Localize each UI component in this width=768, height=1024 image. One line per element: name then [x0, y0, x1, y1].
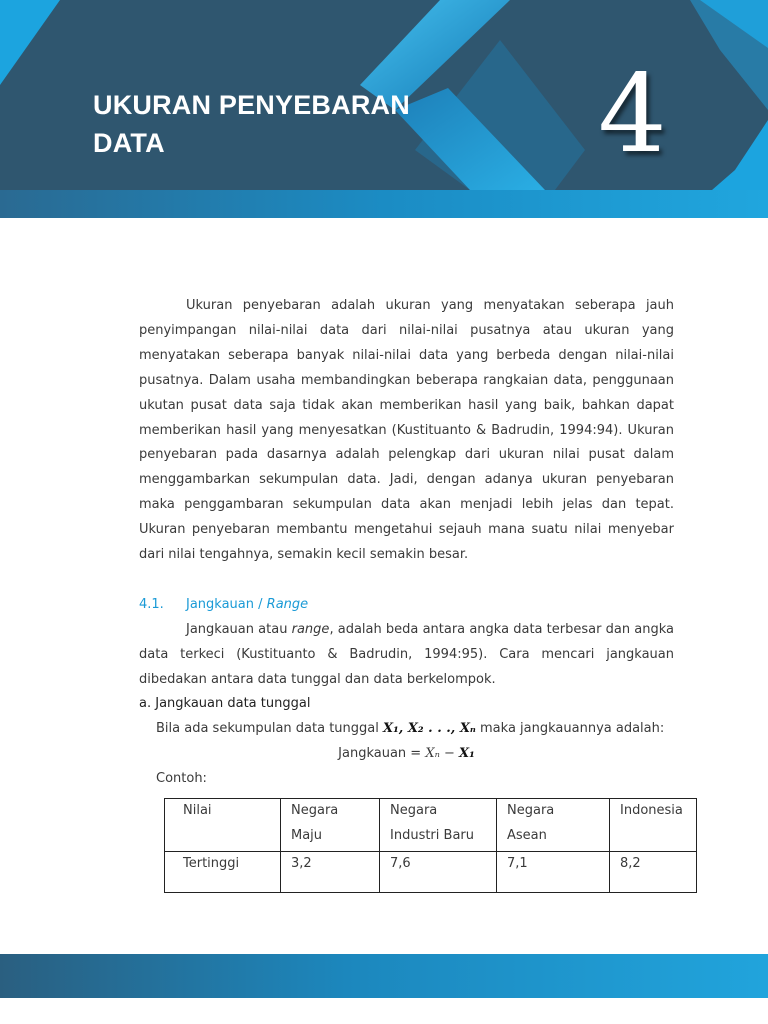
header-text: Negara — [291, 803, 339, 818]
subsection-intro-after: maka jangkauannya adalah: — [475, 721, 665, 737]
range-formula — [139, 742, 674, 767]
footer-band — [0, 954, 768, 998]
chapter-title-line1: UKURAN PENYEBARAN — [93, 90, 410, 120]
table-header-cell — [380, 799, 497, 852]
table-header-cell — [497, 799, 610, 852]
header-text: Industri Baru — [390, 827, 474, 843]
table-header-row — [165, 799, 697, 852]
section-heading — [139, 593, 674, 618]
formula-label: Jangkauan = — [338, 746, 426, 762]
page-body — [139, 294, 674, 792]
section-para-start: Jangkauan atau — [186, 621, 292, 637]
table-header-cell — [281, 799, 380, 852]
chapter-title — [93, 86, 473, 162]
subsection-intro-before: Bila ada sekumpulan data tunggal — [156, 721, 384, 737]
subsection-heading: a. Jangkauan data tunggal — [139, 696, 311, 712]
header-text: Maju — [291, 827, 323, 843]
table-cell: Tertinggi — [165, 852, 281, 893]
table-cell: 7,1 — [497, 852, 610, 893]
formula-xn: Xₙ − — [425, 746, 460, 762]
header-text: Nilai — [183, 803, 212, 818]
section-title: Jangkauan / — [186, 596, 267, 612]
data-sequence-math: X₁, X₂ . . ., Xₙ — [383, 721, 476, 737]
section-para-rest: , adalah beda antara angka data terbesar dan angka data terkeci (Kustituanto & Badrudin, 1994:95). Cara mencari jangkauan dibedakan antara data tunggal dan data berkelompok. — [139, 621, 674, 687]
table-header-cell — [165, 799, 281, 852]
table-header-cell — [610, 799, 697, 852]
header-text: Negara — [507, 803, 555, 818]
section-title-italic: Range — [266, 596, 309, 612]
formula-x1: X₁ — [459, 746, 475, 762]
section-para-italic: range — [291, 621, 330, 637]
table-row — [165, 852, 697, 893]
table-cell: 3,2 — [281, 852, 380, 893]
intro-paragraph: Ukuran penyebaran adalah ukuran yang menyatakan seberapa jauh penyimpangan nilai-nilai data dari nilai-nilai pusatnya atau ukuran yang menyatakan seberapa banyak nilai-nilai data yang berbeda dengan nilai-nilai pusatnya. Dalam usaha membandingkan beberapa rangkaian data, penggunaan ukutan pusat data saja tidak akan memberikan hasil yang baik, bahkan dapat memberikan hasil yang menyesatkan (Kustituanto & Badrudin, 1994:94). Ukuran penyebaran pada dasarnya adalah pelengkap dari ukuran nilai pusat dalam menggambarkan sekumpulan data. Jadi, dengan adanya ukuran penyebaran maka penggambaran sekumpulan data akan menjadi lebih jelas dan tepat. Ukuran penyebaran membantu mengetahui sejauh mana suatu nilai menyebar dari nilai tengahnya, semakin kecil semakin besar. — [139, 298, 674, 563]
section-paragraph — [139, 618, 674, 693]
subsection-intro — [156, 717, 674, 742]
example-label: Contoh: — [156, 771, 207, 787]
example-table — [164, 798, 697, 893]
header-text: Asean — [507, 827, 547, 843]
header-text: Indonesia — [620, 803, 683, 818]
chapter-header-banner — [0, 0, 768, 218]
header-text: Negara — [390, 803, 438, 818]
chapter-number: 4 — [598, 52, 667, 177]
table-cell: 7,6 — [380, 852, 497, 893]
table-cell: 8,2 — [610, 852, 697, 893]
chapter-title-line2: DATA — [93, 128, 165, 158]
section-number: 4.1. — [139, 596, 164, 612]
